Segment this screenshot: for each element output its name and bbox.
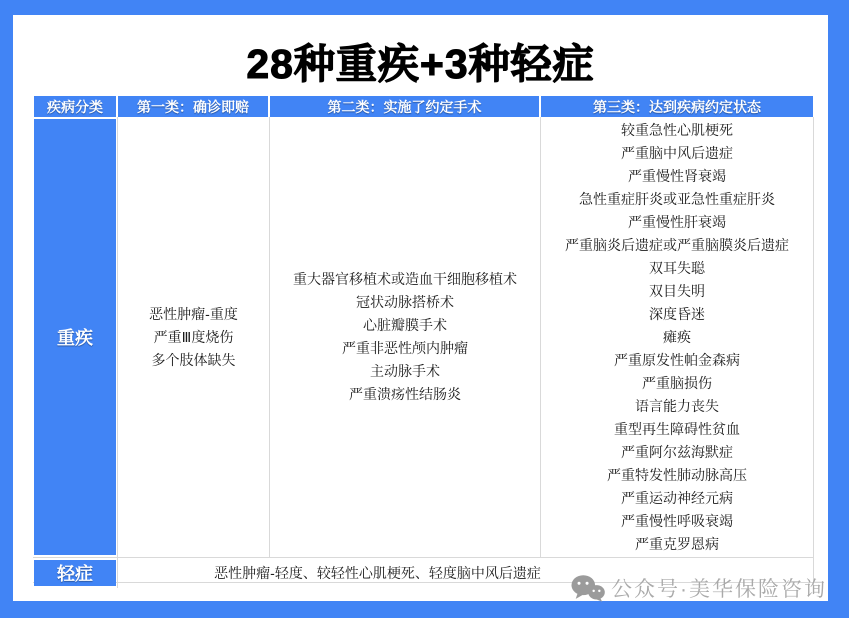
list-item: 严重慢性呼吸衰竭 bbox=[621, 512, 733, 529]
severe-class2-cell bbox=[269, 117, 540, 557]
table-header-row bbox=[33, 96, 814, 117]
list-item: 急性重症肝炎或亚急性重症肝炎 bbox=[579, 190, 775, 207]
list-item: 严重运动神经元病 bbox=[621, 489, 733, 506]
list-item: 恶性肿瘤-重度 bbox=[149, 305, 238, 322]
mild-category-cell: 轻症 bbox=[34, 560, 116, 586]
list-item: 多个肢体缺失 bbox=[151, 351, 236, 368]
list-item: 冠状动脉搭桥术 bbox=[356, 294, 454, 310]
list-item: 严重脑损伤 bbox=[642, 374, 712, 391]
list-item: 较重急性心肌梗死 bbox=[621, 121, 733, 138]
header-class-2: 第二类：实施了约定手术 bbox=[270, 96, 539, 117]
list-item: 双耳失聪 bbox=[649, 259, 705, 276]
list-item: 瘫痪 bbox=[663, 328, 691, 345]
page-title: 28种重疾+3种轻症 bbox=[246, 41, 595, 87]
header-class-1: 第一类：确诊即赔 bbox=[118, 96, 268, 117]
header-disease-category: 疾病分类 bbox=[34, 96, 116, 117]
list-item: 深度昏迷 bbox=[649, 305, 705, 322]
list-item: 严重慢性肝衰竭 bbox=[628, 213, 726, 230]
wechat-icon bbox=[571, 574, 605, 603]
severe-class3-cell bbox=[540, 117, 814, 557]
watermark bbox=[571, 573, 827, 603]
list-item: 严重溃疡性结肠炎 bbox=[349, 386, 461, 402]
severe-category-cell: 重疾 bbox=[34, 119, 116, 555]
list-item: 重大器官移植术或造血干细胞移植术 bbox=[293, 271, 517, 287]
list-item: 严重Ⅲ度烧伤 bbox=[153, 328, 234, 345]
slide-page bbox=[13, 15, 828, 601]
list-item: 严重脑炎后遗症或严重脑膜炎后遗症 bbox=[565, 236, 789, 253]
disease-table bbox=[33, 96, 814, 583]
mild-content-text: 恶性肿瘤-轻度、较轻性心肌梗死、轻度脑中风后遗症 bbox=[214, 565, 541, 581]
list-item: 严重非恶性颅内肿瘤 bbox=[342, 340, 468, 356]
severe-class1-cell bbox=[117, 117, 269, 557]
list-item: 严重脑中风后遗症 bbox=[621, 144, 733, 161]
list-item: 语言能力丧失 bbox=[635, 397, 719, 414]
list-item: 重型再生障碍性贫血 bbox=[614, 420, 740, 437]
severe-row bbox=[33, 117, 814, 557]
header-class-3: 第三类：达到疾病约定状态 bbox=[541, 96, 813, 117]
list-item: 双目失明 bbox=[649, 282, 705, 299]
watermark-text: 公众号·美华保险咨询 bbox=[611, 578, 827, 601]
list-item: 严重特发性肺动脉高压 bbox=[607, 466, 747, 483]
list-item: 主动脉手术 bbox=[370, 363, 440, 379]
list-item: 心脏瓣膜手术 bbox=[363, 317, 447, 333]
list-item: 严重克罗恩病 bbox=[635, 535, 719, 552]
list-item: 严重原发性帕金森病 bbox=[614, 351, 740, 368]
list-item: 严重阿尔兹海默症 bbox=[621, 443, 733, 460]
list-item: 严重慢性肾衰竭 bbox=[628, 167, 726, 184]
